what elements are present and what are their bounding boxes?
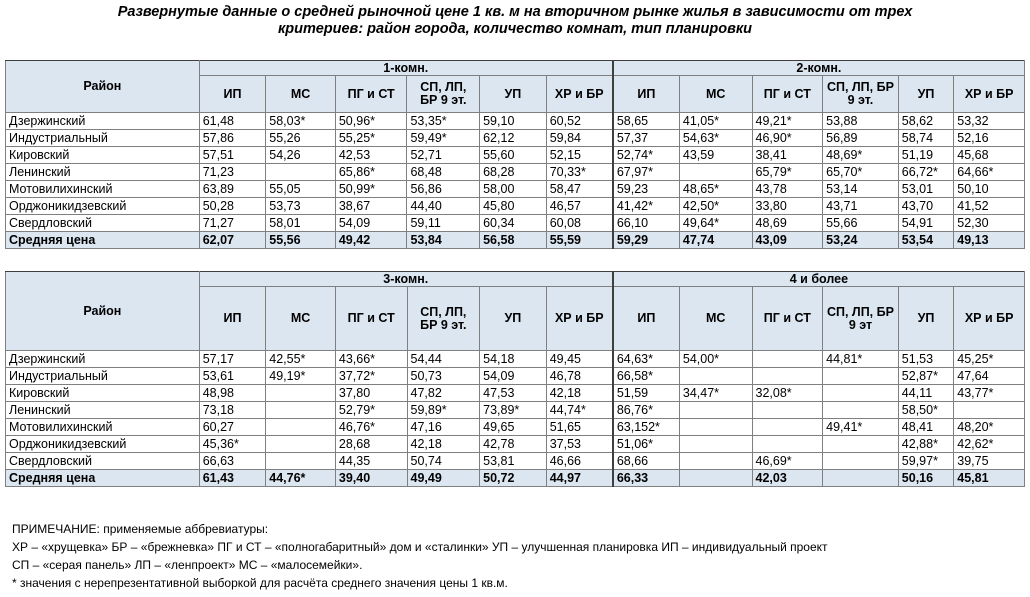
price-cell: 49,45 <box>546 351 613 368</box>
average-price-row <box>6 232 1025 249</box>
price-cell: 32,08* <box>752 385 823 402</box>
price-table-3-4-rooms <box>5 271 1025 487</box>
price-cell: 64,66* <box>954 164 1025 181</box>
table-row <box>6 351 1025 368</box>
subheader-sp-lp-br: СП, ЛП, БР 9 эт. <box>823 76 899 113</box>
price-cell <box>266 385 336 402</box>
price-cell: 51,65 <box>546 419 613 436</box>
price-cell: 55,66 <box>823 215 899 232</box>
table-row <box>6 130 1025 147</box>
price-cell: 52,79* <box>335 402 407 419</box>
group-header-4-plus-room: 4 и более <box>613 272 1025 287</box>
subheader-pg-st: ПГ и СТ <box>752 76 823 113</box>
price-cell <box>823 470 899 487</box>
price-cell: 50,16 <box>898 470 953 487</box>
price-cell: 57,51 <box>199 147 266 164</box>
price-cell: 61,48 <box>199 113 266 130</box>
price-cell: 53,84 <box>407 232 480 249</box>
notes-heading: ПРИМЕЧАНИЕ: применяемые аббревиатуры: <box>12 522 269 536</box>
price-cell <box>823 368 899 385</box>
price-cell: 42,62* <box>954 436 1025 453</box>
group-header-1-room: 1-комн. <box>199 61 613 76</box>
price-cell: 59,11 <box>407 215 480 232</box>
price-cell: 70,33* <box>546 164 613 181</box>
price-cell: 37,53 <box>546 436 613 453</box>
price-cell: 44,11 <box>898 385 953 402</box>
price-cell: 48,65* <box>679 181 752 198</box>
price-cell: 52,30 <box>954 215 1025 232</box>
price-cell: 60,34 <box>480 215 547 232</box>
table-row <box>6 402 1025 419</box>
price-cell: 41,42* <box>613 198 680 215</box>
price-cell: 48,41 <box>898 419 953 436</box>
price-cell: 48,69* <box>823 147 899 164</box>
notes-abbreviations-1: ХР – «хрущевка» БР – «брежневка» ПГ и СТ – «полногабаритный» дом и «сталинки» УП – улучшенная планировка ИП – индивидуальный проект <box>12 540 828 554</box>
table-row <box>6 164 1025 181</box>
title-line-1: Развернутые данные о средней рыночной цене 1 кв. м на вторичном рынке жилья в зависимости от трех <box>117 4 913 20</box>
subheader-up: УП <box>480 76 547 113</box>
table-row <box>6 453 1025 470</box>
price-cell: 54,09 <box>335 215 407 232</box>
price-cell: 66,58* <box>613 368 680 385</box>
subheader-ms: МС <box>266 76 336 113</box>
price-cell: 58,62 <box>898 113 953 130</box>
price-cell: 50,72 <box>480 470 547 487</box>
price-cell: 53,01 <box>898 181 953 198</box>
table-row <box>6 368 1025 385</box>
price-cell: 53,61 <box>199 368 266 385</box>
price-cell: 65,86* <box>335 164 407 181</box>
table-row <box>6 181 1025 198</box>
district-name: Ленинский <box>6 402 200 419</box>
price-cell: 50,10 <box>954 181 1025 198</box>
price-cell: 43,78 <box>752 181 823 198</box>
price-cell: 68,66 <box>613 453 680 470</box>
subheader-sp-lp-br: СП, ЛП, БР 9 эт. <box>407 287 480 351</box>
price-cell: 53,35* <box>407 113 480 130</box>
price-cell <box>679 470 752 487</box>
subheader-hr-br: ХР и БР <box>954 287 1025 351</box>
price-cell: 28,68 <box>335 436 407 453</box>
price-cell: 46,90* <box>752 130 823 147</box>
subheader-sp-lp-br: СП, ЛП, БР 9 эт. <box>407 76 480 113</box>
average-price-label: Средняя цена <box>6 232 200 249</box>
price-cell: 39,40 <box>335 470 407 487</box>
district-name: Дзержинский <box>6 351 200 368</box>
price-cell: 58,03* <box>266 113 336 130</box>
price-cell <box>823 385 899 402</box>
price-cell: 43,09 <box>752 232 823 249</box>
price-cell: 37,80 <box>335 385 407 402</box>
price-cell: 56,86 <box>407 181 480 198</box>
subheader-ip: ИП <box>613 287 680 351</box>
price-cell: 68,48 <box>407 164 480 181</box>
price-cell: 68,28 <box>480 164 547 181</box>
price-cell: 46,66 <box>546 453 613 470</box>
price-cell: 50,99* <box>335 181 407 198</box>
subheader-hr-br: ХР и БР <box>546 287 613 351</box>
price-cell: 53,14 <box>823 181 899 198</box>
table-row <box>6 385 1025 402</box>
price-cell: 49,64* <box>679 215 752 232</box>
price-cell: 60,08 <box>546 215 613 232</box>
subheader-pg-st: ПГ и СТ <box>335 287 407 351</box>
price-cell <box>679 436 752 453</box>
price-cell <box>266 419 336 436</box>
price-cell: 49,41* <box>823 419 899 436</box>
price-cell: 71,23 <box>199 164 266 181</box>
average-price-label: Средняя цена <box>6 470 200 487</box>
price-cell: 53,88 <box>823 113 899 130</box>
subheader-up: УП <box>898 76 953 113</box>
price-cell: 43,66* <box>335 351 407 368</box>
price-cell: 46,78 <box>546 368 613 385</box>
price-cell <box>752 368 823 385</box>
price-cell: 54,63* <box>679 130 752 147</box>
price-cell: 43,71 <box>823 198 899 215</box>
price-cell: 42,50* <box>679 198 752 215</box>
subheader-hr-br: ХР и БР <box>546 76 613 113</box>
price-cell: 52,87* <box>898 368 953 385</box>
price-cell: 59,29 <box>613 232 680 249</box>
price-cell: 55,25* <box>335 130 407 147</box>
report-title <box>0 4 1030 38</box>
price-cell <box>752 351 823 368</box>
notes-asterisk-footnote: * значения с нерепрезентативной выборкой для расчёта среднего значения цены 1 кв.м. <box>12 576 508 590</box>
price-cell: 44,40 <box>407 198 480 215</box>
price-cell <box>823 402 899 419</box>
price-cell: 42,18 <box>546 385 613 402</box>
price-cell: 59,49* <box>407 130 480 147</box>
price-cell: 48,20* <box>954 419 1025 436</box>
subheader-hr-br: ХР и БР <box>954 76 1025 113</box>
price-cell: 44,35 <box>335 453 407 470</box>
price-cell: 34,47* <box>679 385 752 402</box>
price-cell: 52,71 <box>407 147 480 164</box>
table-row <box>6 215 1025 232</box>
price-cell: 63,89 <box>199 181 266 198</box>
price-cell: 56,58 <box>480 232 547 249</box>
price-cell <box>752 419 823 436</box>
average-price-row <box>6 470 1025 487</box>
price-cell: 53,54 <box>898 232 953 249</box>
price-cell: 49,13 <box>954 232 1025 249</box>
price-cell: 48,98 <box>199 385 266 402</box>
price-table-1-2-rooms <box>5 60 1025 249</box>
price-cell: 64,63* <box>613 351 680 368</box>
price-cell: 42,03 <box>752 470 823 487</box>
subheader-pg-st: ПГ и СТ <box>335 76 407 113</box>
group-header-2-room: 2-комн. <box>613 61 1025 76</box>
price-cell <box>679 164 752 181</box>
price-cell: 86,76* <box>613 402 680 419</box>
district-name: Кировский <box>6 385 200 402</box>
price-cell: 58,65 <box>613 113 680 130</box>
price-cell: 41,05* <box>679 113 752 130</box>
price-cell: 58,01 <box>266 215 336 232</box>
group-header-3-room: 3-комн. <box>199 272 613 287</box>
price-cell: 47,74 <box>679 232 752 249</box>
district-name: Свердловский <box>6 215 200 232</box>
subheader-sp-lp-br: СП, ЛП, БР 9 эт <box>823 287 899 351</box>
subheader-up: УП <box>898 287 953 351</box>
price-cell: 66,72* <box>898 164 953 181</box>
title-line-2: критериев: район города, количество комнат, тип планировки <box>277 21 753 37</box>
price-cell <box>679 419 752 436</box>
price-cell: 44,97 <box>546 470 613 487</box>
price-cell: 46,76* <box>335 419 407 436</box>
price-cell: 59,23 <box>613 181 680 198</box>
price-cell: 41,52 <box>954 198 1025 215</box>
price-cell: 62,07 <box>199 232 266 249</box>
price-cell: 51,06* <box>613 436 680 453</box>
price-cell: 42,78 <box>480 436 547 453</box>
price-cell: 45,80 <box>480 198 547 215</box>
price-cell: 37,72* <box>335 368 407 385</box>
price-cell: 61,43 <box>199 470 266 487</box>
price-cell: 60,52 <box>546 113 613 130</box>
price-cell: 49,19* <box>266 368 336 385</box>
price-cell: 43,59 <box>679 147 752 164</box>
price-cell: 50,74 <box>407 453 480 470</box>
price-cell: 73,18 <box>199 402 266 419</box>
price-cell <box>752 402 823 419</box>
subheader-ms: МС <box>679 287 752 351</box>
price-cell: 52,15 <box>546 147 613 164</box>
price-cell: 65,79* <box>752 164 823 181</box>
price-cell: 59,10 <box>480 113 547 130</box>
price-cell: 50,96* <box>335 113 407 130</box>
district-name: Ленинский <box>6 164 200 181</box>
price-cell: 45,36* <box>199 436 266 453</box>
subheader-pg-st: ПГ и СТ <box>752 287 823 351</box>
price-cell <box>679 402 752 419</box>
price-cell: 44,76* <box>266 470 336 487</box>
price-cell: 47,16 <box>407 419 480 436</box>
price-cell: 45,81 <box>954 470 1025 487</box>
price-cell: 55,56 <box>266 232 336 249</box>
price-cell: 54,44 <box>407 351 480 368</box>
price-cell: 66,63 <box>199 453 266 470</box>
subheader-ms: МС <box>266 287 336 351</box>
price-cell: 53,32 <box>954 113 1025 130</box>
price-cell: 42,88* <box>898 436 953 453</box>
price-cell: 55,59 <box>546 232 613 249</box>
price-cell <box>823 453 899 470</box>
subheader-ip: ИП <box>199 287 266 351</box>
price-cell <box>954 402 1025 419</box>
district-name: Мотовилихинский <box>6 181 200 198</box>
price-cell: 57,86 <box>199 130 266 147</box>
price-cell: 33,80 <box>752 198 823 215</box>
price-cell: 58,47 <box>546 181 613 198</box>
district-name: Индустриальный <box>6 368 200 385</box>
price-cell: 58,00 <box>480 181 547 198</box>
price-cell: 62,12 <box>480 130 547 147</box>
price-cell: 38,67 <box>335 198 407 215</box>
price-cell: 66,10 <box>613 215 680 232</box>
price-cell: 50,28 <box>199 198 266 215</box>
price-cell: 43,70 <box>898 198 953 215</box>
price-cell: 50,73 <box>407 368 480 385</box>
subheader-up: УП <box>480 287 547 351</box>
price-cell: 42,55* <box>266 351 336 368</box>
price-cell: 53,24 <box>823 232 899 249</box>
price-cell: 55,05 <box>266 181 336 198</box>
price-cell: 49,49 <box>407 470 480 487</box>
price-cell: 56,89 <box>823 130 899 147</box>
price-cell: 57,37 <box>613 130 680 147</box>
price-cell: 47,82 <box>407 385 480 402</box>
price-cell: 60,27 <box>199 419 266 436</box>
price-cell: 58,74 <box>898 130 953 147</box>
price-cell <box>266 402 336 419</box>
district-name: Орджоникидзевский <box>6 436 200 453</box>
district-name: Кировский <box>6 147 200 164</box>
district-name: Свердловский <box>6 453 200 470</box>
price-cell: 51,53 <box>898 351 953 368</box>
price-cell: 39,75 <box>954 453 1025 470</box>
price-cell: 52,16 <box>954 130 1025 147</box>
district-name: Мотовилихинский <box>6 419 200 436</box>
price-cell: 55,60 <box>480 147 547 164</box>
price-cell: 49,42 <box>335 232 407 249</box>
price-cell: 59,97* <box>898 453 953 470</box>
price-cell: 73,89* <box>480 402 547 419</box>
subheader-ms: МС <box>679 76 752 113</box>
price-cell: 49,21* <box>752 113 823 130</box>
price-cell: 49,65 <box>480 419 547 436</box>
price-cell: 59,89* <box>407 402 480 419</box>
price-cell: 47,53 <box>480 385 547 402</box>
price-cell: 55,26 <box>266 130 336 147</box>
price-cell <box>752 436 823 453</box>
price-cell: 71,27 <box>199 215 266 232</box>
district-column-header: Район <box>6 272 200 351</box>
table-row <box>6 198 1025 215</box>
price-cell: 65,70* <box>823 164 899 181</box>
price-cell <box>266 164 336 181</box>
table-row <box>6 436 1025 453</box>
price-cell: 54,91 <box>898 215 953 232</box>
price-cell: 57,17 <box>199 351 266 368</box>
district-name: Дзержинский <box>6 113 200 130</box>
price-cell <box>266 436 336 453</box>
price-cell: 53,73 <box>266 198 336 215</box>
price-cell: 53,81 <box>480 453 547 470</box>
price-cell: 46,57 <box>546 198 613 215</box>
price-cell <box>679 453 752 470</box>
price-cell: 47,64 <box>954 368 1025 385</box>
price-cell: 46,69* <box>752 453 823 470</box>
price-cell <box>823 436 899 453</box>
price-cell: 54,26 <box>266 147 336 164</box>
table-row <box>6 419 1025 436</box>
notes-abbreviations-2: СП – «серая панель» ЛП – «ленпроект» МС – «малосемейки». <box>12 558 363 572</box>
table-row <box>6 147 1025 164</box>
table-row <box>6 113 1025 130</box>
price-cell: 48,69 <box>752 215 823 232</box>
price-cell: 66,33 <box>613 470 680 487</box>
price-cell: 54,00* <box>679 351 752 368</box>
price-cell: 43,77* <box>954 385 1025 402</box>
price-cell: 38,41 <box>752 147 823 164</box>
price-cell: 67,97* <box>613 164 680 181</box>
price-cell <box>266 453 336 470</box>
district-column-header: Район <box>6 61 200 113</box>
price-cell: 54,09 <box>480 368 547 385</box>
price-cell: 51,19 <box>898 147 953 164</box>
price-cell: 59,84 <box>546 130 613 147</box>
price-cell: 44,81* <box>823 351 899 368</box>
price-cell: 42,18 <box>407 436 480 453</box>
subheader-ip: ИП <box>199 76 266 113</box>
price-cell <box>679 368 752 385</box>
price-cell: 58,50* <box>898 402 953 419</box>
price-cell: 42,53 <box>335 147 407 164</box>
price-cell: 63,152* <box>613 419 680 436</box>
district-name: Индустриальный <box>6 130 200 147</box>
district-name: Орджоникидзевский <box>6 198 200 215</box>
price-cell: 52,74* <box>613 147 680 164</box>
price-cell: 45,25* <box>954 351 1025 368</box>
price-cell: 44,74* <box>546 402 613 419</box>
price-cell: 51,59 <box>613 385 680 402</box>
price-cell: 45,68 <box>954 147 1025 164</box>
subheader-ip: ИП <box>613 76 680 113</box>
price-cell: 54,18 <box>480 351 547 368</box>
notes-section <box>12 520 1022 592</box>
